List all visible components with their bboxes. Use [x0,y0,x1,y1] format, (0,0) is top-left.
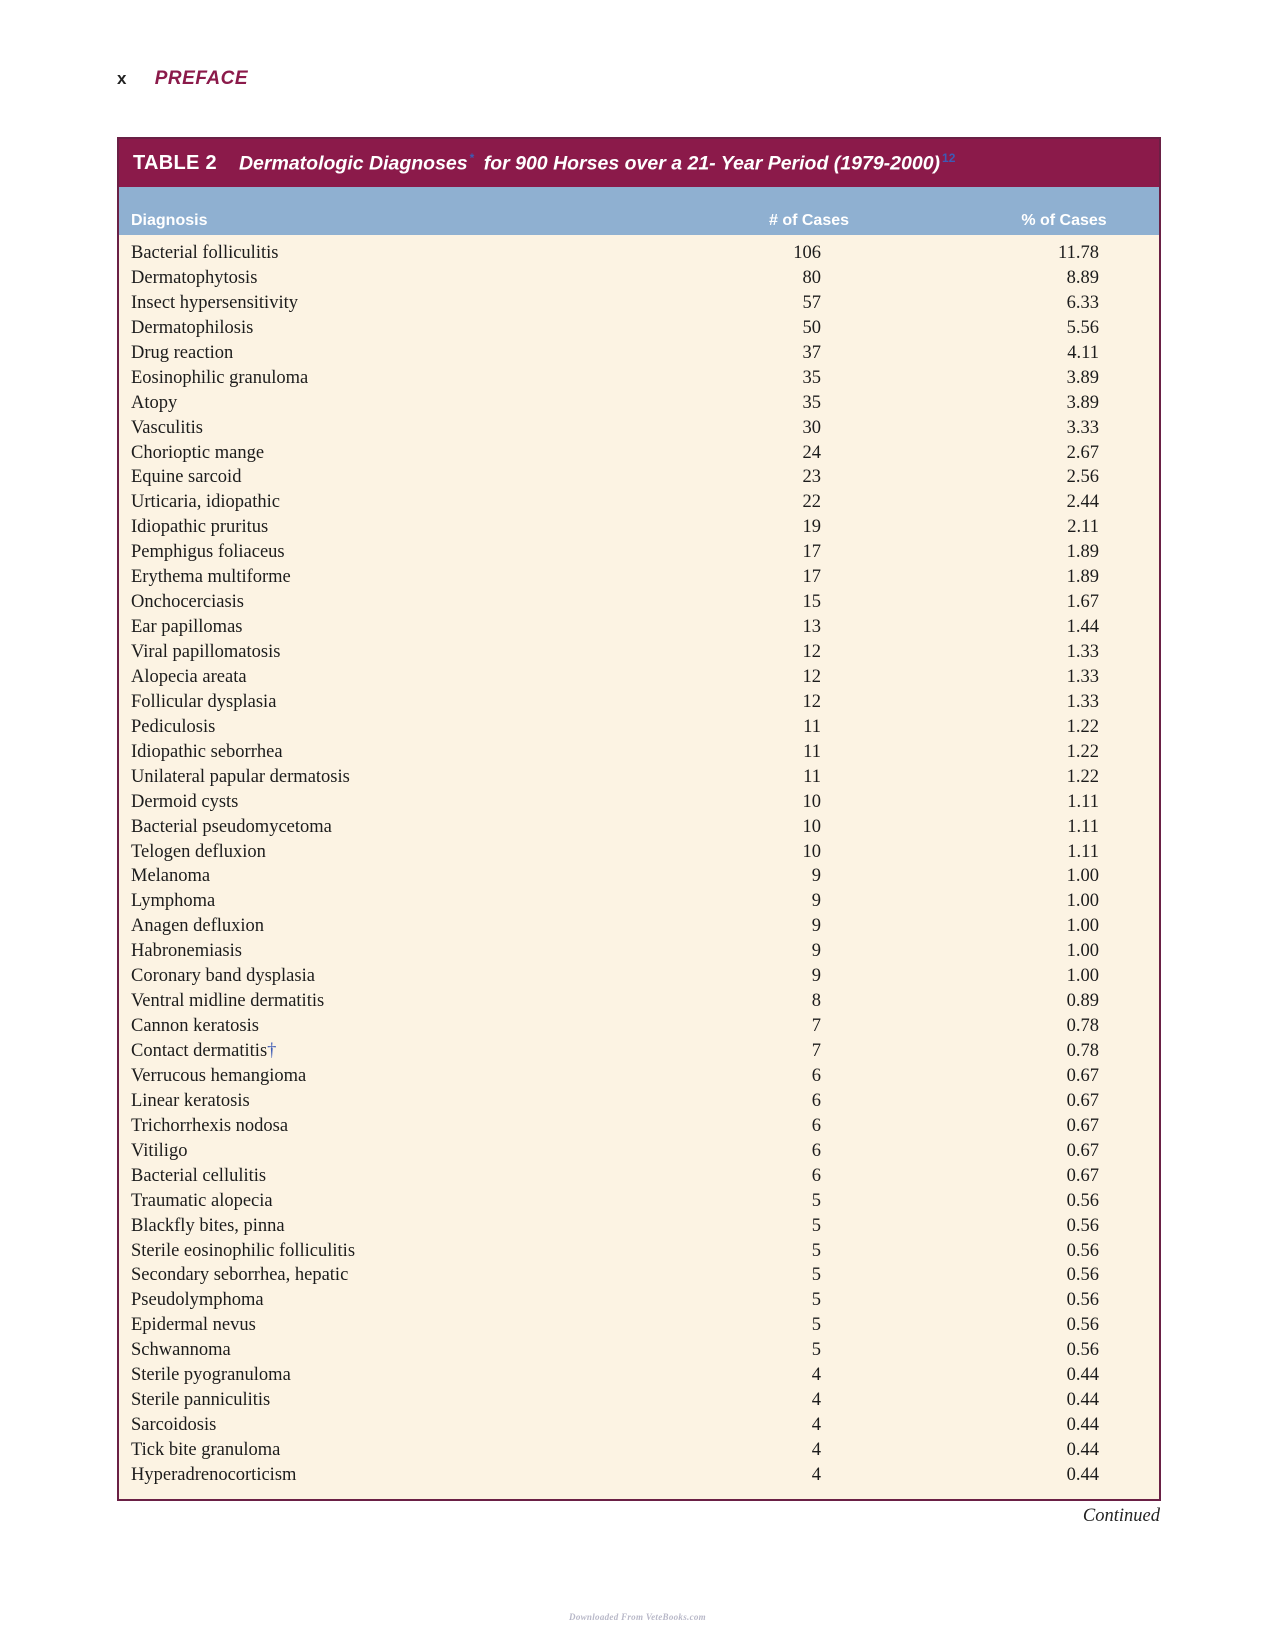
diagnosis-text: Atopy [131,392,178,413]
table-row [119,1388,1159,1413]
percent-cell: 0.56 [1066,1340,1099,1361]
percent-cell: 0.78 [1066,1016,1099,1037]
table-row [119,590,1159,615]
percent-cell: 0.44 [1066,1464,1099,1485]
cases-cell: 17 [802,542,821,563]
table-row [119,316,1159,341]
column-header-percent: % of Cases [1021,212,1107,229]
table-title-bar [119,139,1159,187]
table-row [119,790,1159,815]
diagnosis-cell [131,1014,259,1039]
diagnosis-text: Insect hypersensitivity [131,292,298,313]
diagnosis-text: Sarcoidosis [131,1415,217,1436]
footnote-link-1[interactable]: * [469,150,475,165]
table-row [119,490,1159,515]
diagnosis-text: Onchocerciasis [131,592,245,613]
diagnosis-cell [131,490,280,515]
diagnosis-cell [131,640,280,665]
diagnosis-text: Tick bite granuloma [131,1440,281,1460]
percent-cell: 2.11 [1067,517,1099,538]
diagnosis-cell [131,366,308,391]
diagnosis-text: Dermatophytosis [131,267,258,288]
percent-cell: 1.22 [1066,741,1099,762]
table-row [119,665,1159,690]
diagnosis-cell [131,1363,291,1388]
percent-cell: 0.78 [1066,1041,1099,1061]
diagnosis-text: Ventral midline dermatitis [131,991,325,1012]
percent-cell: 1.67 [1066,592,1099,613]
diagnosis-text: Pseudolymphoma [131,1290,264,1311]
diagnosis-text: Anagen defluxion [131,916,265,937]
cases-cell: 11 [803,766,821,787]
table-row [119,391,1159,416]
cases-cell: 8 [811,991,821,1012]
diagnosis-cell [131,1263,348,1288]
percent-cell: 4.11 [1067,342,1099,363]
cases-cell: 15 [802,592,821,613]
page-number: x [117,69,127,88]
diagnosis-cell [131,939,242,964]
table-row [119,1089,1159,1114]
percent-cell: 0.44 [1066,1390,1099,1411]
percent-cell: 0.56 [1066,1240,1099,1261]
diagnosis-cell [131,341,233,366]
table-row [119,864,1159,889]
table-row [119,840,1159,865]
cases-cell: 80 [802,267,821,288]
percent-cell: 3.89 [1066,392,1099,413]
percent-cell: 0.44 [1066,1440,1099,1460]
percent-cell: 0.56 [1066,1290,1099,1311]
table-row [119,441,1159,466]
diagnosis-text: Lymphoma [131,891,216,912]
table-title [239,151,959,176]
cases-cell: 4 [811,1365,821,1386]
cases-cell: 7 [811,1041,821,1061]
percent-cell: 0.67 [1066,1165,1099,1186]
cases-cell: 11 [803,741,821,762]
diagnosis-cell [131,1164,266,1189]
percent-cell: 2.56 [1066,467,1099,488]
diagnosis-text: Follicular dysplasia [131,691,277,712]
percent-cell: 1.11 [1067,841,1099,862]
diagnosis-cell [131,1089,250,1114]
watermark: Downloaded From VeteBooks.com [569,1612,706,1622]
footnote-link-2[interactable]: 12 [942,150,956,165]
table-row [119,1313,1159,1338]
cases-cell: 9 [811,941,821,962]
cases-cell: 106 [793,243,821,263]
cases-cell: 7 [811,1016,821,1037]
diagnosis-text: Sterile panniculitis [131,1390,271,1411]
cases-cell: 37 [802,342,821,363]
percent-cell: 3.89 [1066,367,1099,388]
percent-cell: 1.33 [1066,691,1099,712]
table-row [119,465,1159,490]
percent-cell: 0.67 [1066,1140,1099,1161]
percent-cell: 1.89 [1066,542,1099,563]
diagnosis-cell [131,665,247,690]
table-row [119,266,1159,291]
cases-cell: 30 [802,417,821,438]
cases-cell: 10 [802,816,821,837]
diagnosis-cell [131,1313,256,1338]
diagnosis-text: Pediculosis [131,716,216,737]
diagnosis-cell [131,1388,270,1413]
diagnosis-text: Alopecia areata [131,666,247,687]
cases-cell: 5 [811,1190,821,1211]
table-row [119,1288,1159,1313]
diagnosis-cell [131,989,324,1014]
table-row [119,964,1159,989]
footnote-dagger-link[interactable]: † [267,1041,277,1061]
cases-cell: 35 [802,367,821,388]
diagnosis-text: Coronary band dysplasia [131,966,315,987]
diagnosis-text: Verrucous hemangioma [131,1065,307,1086]
diagnosis-cell [131,540,285,565]
table-row [119,1014,1159,1039]
table-row [119,615,1159,640]
cases-cell: 4 [811,1440,821,1460]
table-header-row [119,187,1159,235]
diagnosis-text: Bacterial cellulitis [131,1165,267,1186]
cases-cell: 35 [802,392,821,413]
cases-cell: 10 [802,841,821,862]
diagnosis-cell [131,790,238,815]
diagnosis-text: Drug reaction [131,342,234,363]
percent-cell: 1.00 [1066,891,1099,912]
table-row [119,989,1159,1014]
cases-cell: 5 [811,1340,821,1361]
table-label: TABLE 2 [133,151,217,174]
diagnosis-cell [131,889,215,914]
diagnosis-cell [131,690,276,715]
diagnosis-cell [131,565,291,590]
cases-cell: 5 [811,1315,821,1336]
cases-cell: 5 [811,1290,821,1311]
running-head [117,68,248,90]
diagnosis-text: Melanoma [131,866,211,887]
table-row [119,1214,1159,1239]
percent-cell: 3.33 [1066,417,1099,438]
percent-cell: 0.44 [1066,1415,1099,1436]
diagnosis-text: Eosinophilic granuloma [131,367,309,388]
diagnosis-text: Sterile pyogranuloma [131,1365,291,1386]
cases-cell: 9 [811,891,821,912]
diagnosis-cell [131,241,278,266]
diagnosis-cell [131,1139,187,1164]
table-row [119,540,1159,565]
table-row [119,1139,1159,1164]
table-body [119,235,1159,1488]
diagnosis-text: Secondary seborrhea, hepatic [131,1265,349,1286]
cases-cell: 9 [811,966,821,987]
diagnosis-cell [131,815,332,840]
percent-cell: 1.00 [1066,866,1099,887]
table-row [119,1263,1159,1288]
percent-cell: 1.11 [1067,816,1099,837]
cases-cell: 6 [811,1140,821,1161]
cases-cell: 19 [802,517,821,538]
percent-cell: 0.67 [1066,1115,1099,1136]
percent-cell: 1.22 [1066,716,1099,737]
diagnosis-text: Chorioptic mange [131,442,265,463]
diagnosis-text: Idiopathic pruritus [131,517,269,538]
table-row [119,1189,1159,1214]
diagnosis-text: Erythema multiforme [131,567,291,588]
table-row [119,1064,1159,1089]
table-row [119,1438,1159,1463]
diagnosis-text: Linear keratosis [131,1090,250,1111]
cases-cell: 6 [811,1165,821,1186]
percent-cell: 1.44 [1066,617,1099,638]
cases-cell: 10 [802,791,821,812]
diagnosis-text: Telogen defluxion [131,841,266,862]
percent-cell: 1.33 [1066,642,1099,662]
percent-cell: 2.67 [1066,442,1099,463]
diagnosis-text: Habronemiasis [131,941,242,962]
diagnosis-cell [131,840,266,865]
diagnosis-text: Schwannoma [131,1340,231,1361]
diagnosis-cell [131,765,350,790]
diagnosis-text: Idiopathic seborrhea [131,741,283,762]
table-row [119,1164,1159,1189]
cases-cell: 23 [802,467,821,488]
diagnosis-cell [131,1114,288,1139]
table-row [119,1363,1159,1388]
cases-cell: 9 [811,916,821,937]
diagnosis-text: Trichorrhexis nodosa [131,1115,289,1136]
table-row [119,1338,1159,1363]
diagnosis-cell [131,316,253,341]
percent-cell: 0.56 [1066,1190,1099,1211]
cases-cell: 17 [802,567,821,588]
table-row [119,765,1159,790]
cases-cell: 24 [802,442,821,463]
diagnosis-text: Equine sarcoid [131,467,242,488]
diagnosis-cell [131,914,264,939]
diagnosis-cell [131,391,177,416]
diagnosis-cell [131,715,215,740]
cases-cell: 12 [802,642,821,662]
diagnosis-cell [131,1463,296,1488]
diagnosis-cell [131,740,283,765]
diagnosis-cell [131,1039,276,1064]
diagnosis-cell [131,266,257,291]
diagnosis-text: Unilateral papular dermatosis [131,766,350,787]
cases-cell: 22 [802,492,821,513]
percent-cell: 8.89 [1066,267,1099,288]
percent-cell: 0.67 [1066,1090,1099,1111]
diagnosis-cell [131,964,315,989]
diagnosis-text: Ear papillomas [131,617,243,638]
percent-cell: 1.22 [1066,766,1099,787]
percent-cell: 2.44 [1066,492,1099,513]
table-row [119,1463,1159,1488]
diagnosis-text: Traumatic alopecia [131,1190,273,1211]
cases-cell: 50 [802,317,821,338]
table-row [119,341,1159,366]
table-row [119,291,1159,316]
diagnosis-text: Bacterial folliculitis [131,243,279,263]
diagnosis-text: Sterile eosinophilic folliculitis [131,1240,356,1261]
diagnosis-text: Viral papillomatosis [131,642,281,662]
percent-cell: 11.78 [1058,243,1099,263]
diagnosis-cell [131,441,264,466]
diagnosis-cell [131,515,268,540]
percent-cell: 1.00 [1066,941,1099,962]
table-row [119,1239,1159,1264]
diagnosis-text: Cannon keratosis [131,1016,259,1037]
column-header-diagnosis: Diagnosis [131,212,208,229]
diagnosis-text: Dermatophilosis [131,317,254,338]
percent-cell: 0.56 [1066,1315,1099,1336]
percent-cell: 0.67 [1066,1065,1099,1086]
percent-cell: 0.44 [1066,1365,1099,1386]
percent-cell: 6.33 [1066,292,1099,313]
cases-cell: 4 [811,1464,821,1485]
diagnoses-table [117,137,1161,1501]
table-row [119,565,1159,590]
table-row [119,640,1159,665]
cases-cell: 12 [802,666,821,687]
cases-cell: 5 [811,1215,821,1236]
table-row [119,366,1159,391]
diagnosis-cell [131,1338,231,1363]
percent-cell: 1.33 [1066,666,1099,687]
table-row [119,740,1159,765]
cases-cell: 9 [811,866,821,887]
cases-cell: 13 [802,617,821,638]
table-row [119,914,1159,939]
cases-cell: 12 [802,691,821,712]
diagnosis-text: Vasculitis [131,417,203,438]
diagnosis-text: Urticaria, idiopathic [131,492,280,513]
table-row [119,241,1159,266]
diagnosis-cell [131,590,244,615]
diagnosis-cell [131,416,203,441]
cases-cell: 5 [811,1265,821,1286]
diagnosis-cell [131,864,210,889]
diagnosis-cell [131,1413,216,1438]
table-row [119,889,1159,914]
percent-cell: 1.89 [1066,567,1099,588]
diagnosis-text: Hyperadrenocorticism [131,1464,297,1485]
table-row [119,715,1159,740]
cases-cell: 4 [811,1415,821,1436]
table-row [119,1114,1159,1139]
cases-cell: 5 [811,1240,821,1261]
diagnosis-text: Epidermal nevus [131,1315,256,1336]
table-row [119,416,1159,441]
diagnosis-cell [131,1239,355,1264]
diagnosis-cell [131,291,298,316]
diagnosis-cell [131,615,242,640]
diagnosis-text: Dermoid cysts [131,791,239,812]
cases-cell: 6 [811,1065,821,1086]
diagnosis-text: Contact dermatitis [131,1041,268,1061]
diagnosis-text: Pemphigus foliaceus [131,542,285,563]
table-row [119,1039,1159,1064]
diagnosis-cell [131,1288,264,1313]
percent-cell: 5.56 [1066,317,1099,338]
percent-cell: 1.00 [1066,966,1099,987]
cases-cell: 11 [803,716,821,737]
diagnosis-text: Blackfly bites, pinna [131,1215,285,1236]
table-title-part1: Dermatologic Diagnoses [238,152,468,175]
column-header-cases: # of Cases [768,212,850,229]
table-row [119,515,1159,540]
diagnosis-cell [131,1438,280,1463]
section-title: PREFACE [154,68,248,89]
diagnosis-cell [131,1189,273,1214]
table-row [119,1413,1159,1438]
percent-cell: 0.89 [1066,991,1099,1012]
cases-cell: 57 [802,292,821,313]
diagnosis-text: Vitiligo [131,1140,188,1161]
diagnosis-cell [131,1214,285,1239]
percent-cell: 1.11 [1067,791,1099,812]
percent-cell: 0.56 [1066,1215,1099,1236]
cases-cell: 6 [811,1115,821,1136]
continued-label: Continued [1082,1506,1160,1526]
cases-cell: 6 [811,1090,821,1111]
table-row [119,690,1159,715]
diagnosis-cell [131,465,241,490]
diagnosis-text: Bacterial pseudomycetoma [131,816,332,837]
table-title-part2: for 900 Horses over a 21- Year Period (1979-2000) [483,152,941,175]
percent-cell: 1.00 [1066,916,1099,937]
cases-cell: 4 [811,1390,821,1411]
table-row [119,815,1159,840]
percent-cell: 0.56 [1066,1265,1099,1286]
table-row [119,939,1159,964]
diagnosis-cell [131,1064,306,1089]
